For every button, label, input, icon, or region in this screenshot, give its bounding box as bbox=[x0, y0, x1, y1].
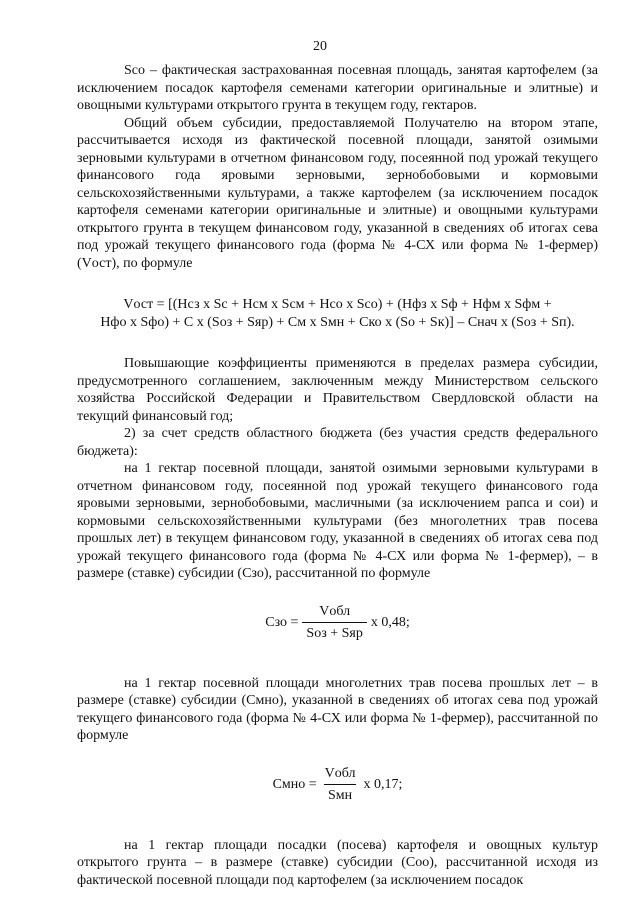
formula-szo-denominator: Sоз + Sяр bbox=[302, 622, 366, 643]
formula-szo-fraction bbox=[302, 603, 366, 643]
paragraph-soo-rate: на 1 гектар площади посадки (посева) картофеля и овощных культур открытого грунта – в размере (ставке) субсидии (Соо), рассчитанной исходя из фактической посевной площади под картофелем (за исключением посадок bbox=[77, 837, 598, 888]
formula-smno-rhs: x 0,17; bbox=[363, 776, 403, 792]
paragraph-sco-definition: Sсо – фактическая застрахованная посевная площадь, занятая картофелем (за исключением посадок картофеля семенами категории оригинальные и элитные) и овощными культурами открытого грунта в текущем году, гектаров. bbox=[77, 63, 598, 113]
page-number: 20 bbox=[313, 39, 327, 54]
formula-szo bbox=[77, 603, 598, 643]
formula-vost-line1: Vост = [(Нсз x Sс + Нсм x Sсм + Нсо x Sсо) + (Нфз x Sф + Нфм x Sфм + bbox=[123, 297, 552, 312]
formula-vost-line2: Нфо x Sфо) + C x (Sоз + Sяр) + Cм x Sмн + Cко x (Sо + Sк)] – Снач x (Sоз + Sп). bbox=[100, 314, 575, 330]
formula-szo-rhs: x 0,48; bbox=[370, 614, 410, 630]
paragraph-regional-budget: 2) за счет средств областного бюджета (без участия средств федерального бюджета): bbox=[77, 426, 598, 459]
page-content bbox=[77, 62, 598, 889]
paragraph-total-subsidy: Общий объем субсидии, предоставляемой Получателю на втором этапе, рассчитывается исходя из фактической посевной площади, занятой озимыми зерновыми культурами в отчетном финансовом году, посеянной под урожай текущего финансового года яровыми зерновыми, зернобобовыми и кормовыми сельскохозяйственными культурами, а также картофелем (за исключением посадок картофеля семенами категории оригинальные и элитные) и овощными культурами открытого грунта в текущем финансовом году, указанной в сведениях об итогах сева под урожай текущего финансового года (форма № 4-СХ или форма № 1-фермер) (Vост), по формуле bbox=[77, 115, 598, 271]
formula-smno-numerator: Vобл bbox=[324, 765, 356, 781]
formula-szo-lhs: Сзо = bbox=[265, 614, 299, 630]
formula-smno-denominator: Sмн bbox=[324, 784, 356, 805]
paragraph-smno-rate: на 1 гектар посевной площади многолетних трав посева прошлых лет – в размере (ставке) субсидии (Смно), указанной в сведениях об итогах сева под урожай текущего финансового года (форма № 4-СХ или форма № 1-фермер), рассчитанной по формуле bbox=[77, 675, 598, 743]
paragraph-coefficients: Повышающие коэффициенты применяются в пределах размера субсидии, предусмотренного соглашением, заключенным между Министерством сельского хозяйства Российской Федерации и Правительством Свердловской области на текущий финансовый год; bbox=[77, 356, 598, 424]
formula-szo-numerator: Vобл bbox=[319, 603, 351, 619]
formula-smno-fraction bbox=[321, 765, 360, 805]
formula-vost bbox=[77, 296, 598, 331]
formula-smno bbox=[77, 765, 598, 805]
formula-smno-lhs: Смно = bbox=[272, 776, 317, 792]
paragraph-szo-rate: на 1 гектар посевной площади, занятой озимыми зерновыми культурами в отчетном финансовом году, посеянной под урожай текущего финансового года яровыми зерновыми, зернобобовыми, масличными (за исключением рапса и сои) и кормовыми сельскохозяйственными культурами (без многолетних трав посева прошлых лет) в текущем финансовом году, указанной в сведениях об итогах сева под урожай текущего финансового года (форма № 4-СХ или форма № 1-фермер), – в размере (ставке) субсидии (Сзо), рассчитанной по формуле bbox=[77, 461, 598, 581]
